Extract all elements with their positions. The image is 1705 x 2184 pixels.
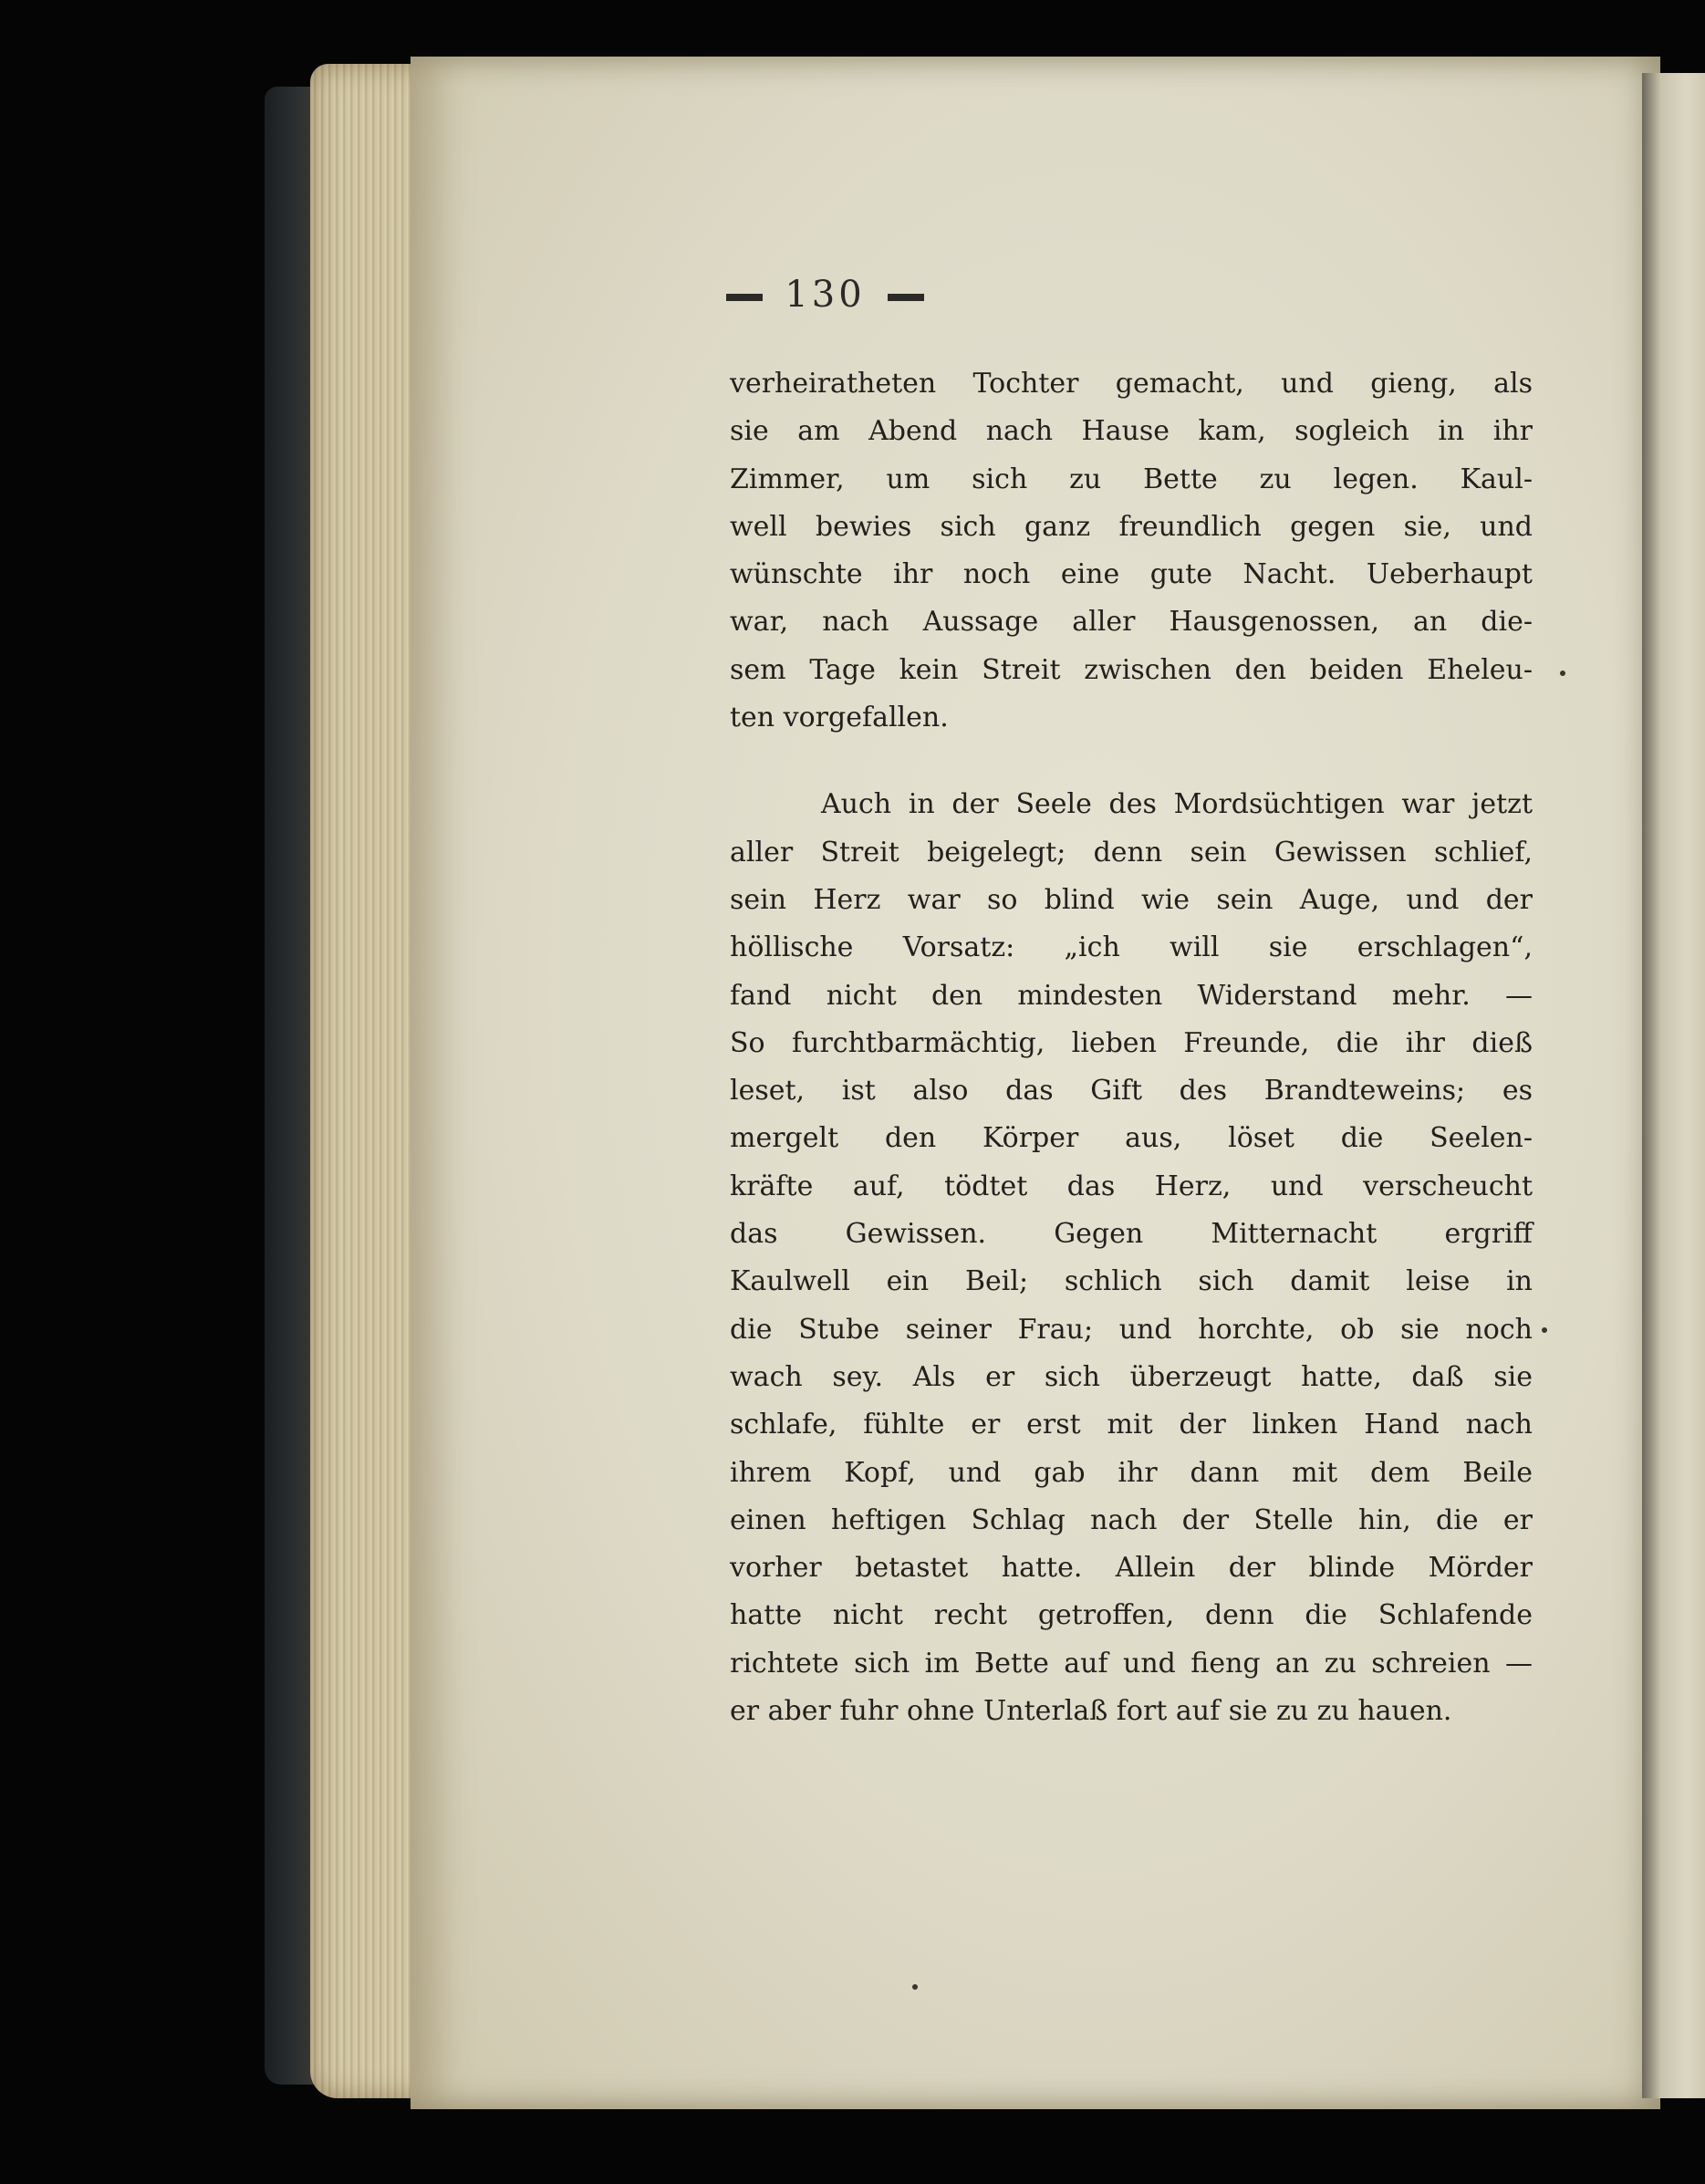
text-line: kräfte auf, tödtet das Herz, und verscheucht (730, 1170, 1533, 1202)
text-line: wach sey. Als er sich überzeugt hatte, daß sie (730, 1360, 1533, 1393)
text-line: Auch in der Seele des Mordsüchtigen war jetzt (821, 788, 1533, 821)
right-dash (888, 294, 924, 301)
paper-speck (1560, 671, 1565, 676)
text-line: leset, ist also das Gift des Brandteweins; es (730, 1075, 1533, 1108)
text-line: wünschte ihr noch eine gute Nacht. Ueberhaupt (730, 558, 1533, 591)
text-line: höllische Vorsatz: „ich will sie erschlagen“, (730, 931, 1533, 964)
text-line: das Gewissen. Gegen Mitternacht ergriff (730, 1218, 1533, 1251)
text-line: verheiratheten Tochter gemacht, und gieng, als (730, 368, 1533, 400)
text-line: war, nach Aussage aller Hausgenossen, an die- (730, 606, 1533, 639)
text-line: mergelt den Körper aus, löset die Seelen- (730, 1122, 1533, 1155)
page-number: 130 (785, 274, 866, 316)
text-line: die Stube seiner Frau; und horchte, ob sie noch (730, 1313, 1533, 1346)
text-line: richtete sich im Bette auf und fieng an zu schreien — (730, 1647, 1533, 1680)
text-line: ihrem Kopf, und gab ihr dann mit dem Beile (730, 1456, 1533, 1489)
text-line: Zimmer, um sich zu Bette zu legen. Kaul- (730, 463, 1533, 495)
paragraph-1 (730, 360, 1533, 742)
left-dash (726, 294, 763, 301)
text-line: So furchtbarmächtig, lieben Freunde, die ihr dieß (730, 1026, 1533, 1059)
text-line: fand nicht den mindesten Widerstand mehr. — (730, 979, 1533, 1012)
text-line: aller Streit beigelegt; denn sein Gewissen schlief, (730, 836, 1533, 868)
text-line: vorher betastet hatte. Allein der blinde Mörder (730, 1552, 1533, 1585)
text-line: schlafe, fühlte er erst mit der linken Hand nach (730, 1409, 1533, 1441)
paragraph-2 (730, 781, 1533, 1735)
text-line: er aber fuhr ohne Unterlaß fort auf sie zu zu hauen. (730, 1695, 1452, 1728)
text-line: einen heftigen Schlag nach der Stelle hin, die er (730, 1503, 1533, 1536)
body-text (730, 360, 1533, 1735)
paper-speck (1542, 1327, 1547, 1333)
facing-page-edge (1642, 73, 1705, 2098)
paper-speck (912, 1984, 918, 1990)
text-line: sem Tage kein Streit zwischen den beiden Eheleu- (730, 653, 1533, 686)
text-line: sie am Abend nach Hause kam, sogleich in ihr (730, 415, 1533, 448)
text-line: Kaulwell ein Beil; schlich sich damit leise in (730, 1265, 1533, 1298)
text-line: hatte nicht recht getroffen, denn die Schlafende (730, 1599, 1533, 1632)
text-line: well bewies sich ganz freundlich gegen sie, und (730, 510, 1533, 543)
text-line: sein Herz war so blind wie sein Auge, und der (730, 883, 1533, 916)
text-line: ten vorgefallen. (730, 702, 949, 734)
page-header (0, 274, 1678, 316)
